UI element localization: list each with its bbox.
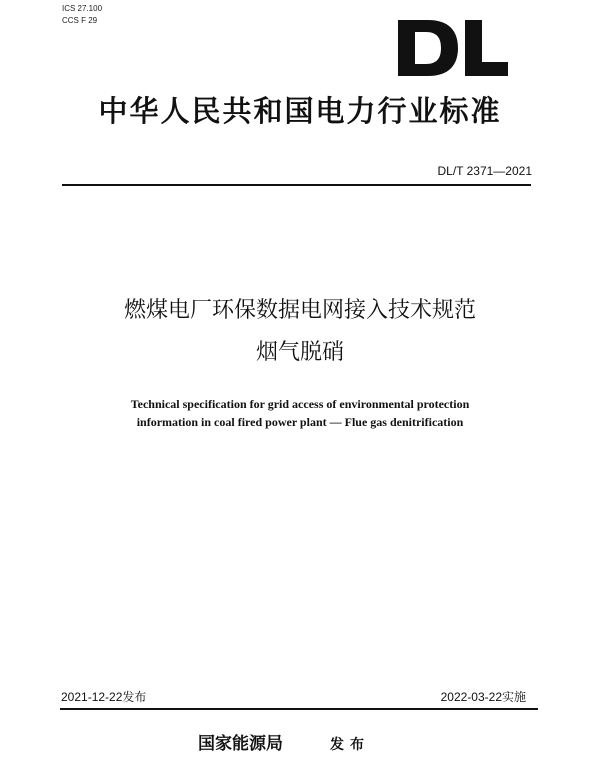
- chinese-title-line-1: 燃煤电厂环保数据电网接入技术规范: [123, 298, 476, 323]
- issue-date: 2021-12-22发布: [61, 690, 147, 704]
- chinese-title-line-2: 烟气脱硝: [255, 340, 344, 365]
- publish-label: 发布: [330, 737, 370, 753]
- publisher-name: 国家能源局: [198, 734, 283, 754]
- english-title-line-1: Technical specification for grid access of environmental protection: [130, 397, 470, 411]
- dl-logo-graphic: [398, 20, 508, 76]
- standard-number: DL/T 2371—2021: [437, 164, 532, 178]
- english-title-line-2: information in coal fired power plant — Flue gas denitrification: [136, 415, 464, 429]
- header-divider: [62, 184, 531, 186]
- dl-logo: [398, 20, 508, 76]
- implementation-date: 2022-03-22实施: [440, 690, 526, 704]
- ccs-code: CCS F 29: [62, 16, 98, 25]
- national-standard-header: 中华人民共和国电力行业标准: [98, 94, 502, 128]
- footer-divider: [60, 708, 538, 710]
- ics-code: ICS 27.100: [62, 4, 103, 13]
